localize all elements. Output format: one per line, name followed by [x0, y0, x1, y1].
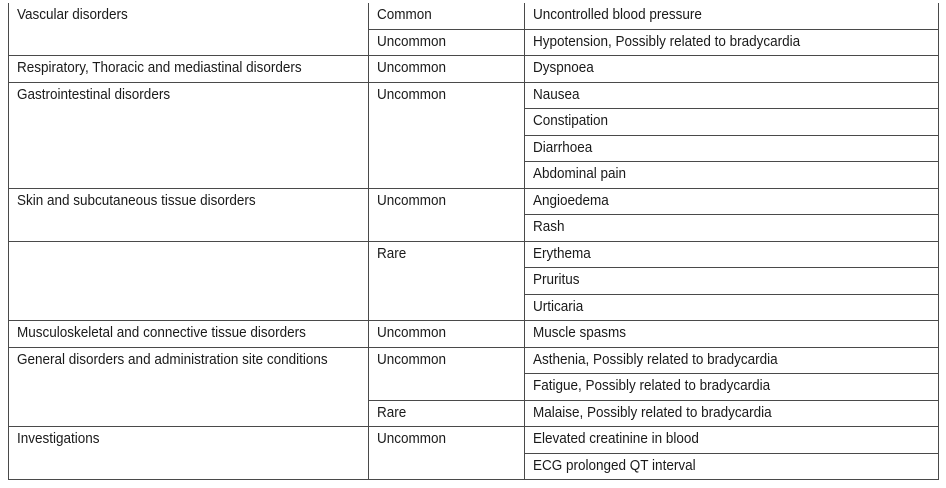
frequency-cell: Rare — [369, 241, 525, 321]
reaction-cell: Nausea — [525, 82, 939, 109]
frequency-cell: Uncommon — [369, 82, 525, 188]
frequency-cell: Uncommon — [369, 29, 525, 56]
frequency-cell: Uncommon — [369, 427, 525, 480]
system-organ-class-cell: General disorders and administration site conditions — [9, 347, 369, 427]
table-row — [9, 321, 939, 348]
reaction-cell: Urticaria — [525, 294, 939, 321]
system-organ-class-cell: Respiratory, Thoracic and mediastinal disorders — [9, 56, 369, 83]
table-row — [9, 82, 939, 109]
reaction-cell: Uncontrolled blood pressure — [525, 3, 939, 29]
system-organ-class-cell: Investigations — [9, 427, 369, 480]
reaction-cell: Abdominal pain — [525, 162, 939, 189]
reaction-cell: Dyspnoea — [525, 56, 939, 83]
table-row — [9, 188, 939, 215]
frequency-cell: Uncommon — [369, 347, 525, 400]
frequency-cell: Uncommon — [369, 56, 525, 83]
table-row — [9, 427, 939, 454]
table-row — [9, 3, 939, 29]
reaction-cell: Diarrhoea — [525, 135, 939, 162]
frequency-cell: Rare — [369, 400, 525, 427]
frequency-cell: Uncommon — [369, 188, 525, 241]
reaction-cell: Erythema — [525, 241, 939, 268]
reaction-cell: Asthenia, Possibly related to bradycardia — [525, 347, 939, 374]
table-row — [9, 347, 939, 374]
reaction-cell: Angioedema — [525, 188, 939, 215]
system-organ-class-cell: Skin and subcutaneous tissue disorders — [9, 188, 369, 241]
reaction-cell: Rash — [525, 215, 939, 242]
frequency-cell: Common — [369, 3, 525, 29]
table-row — [9, 241, 939, 268]
system-organ-class-cell: Musculoskeletal and connective tissue disorders — [9, 321, 369, 348]
reaction-cell: Elevated creatinine in blood — [525, 427, 939, 454]
adverse-reactions-table — [8, 3, 939, 480]
reaction-cell: Hypotension, Possibly related to bradycardia — [525, 29, 939, 56]
reaction-cell: Fatigue, Possibly related to bradycardia — [525, 374, 939, 401]
reaction-cell: ECG prolonged QT interval — [525, 453, 939, 480]
frequency-cell: Uncommon — [369, 321, 525, 348]
system-organ-class-cell: Vascular disorders — [9, 3, 369, 56]
reaction-cell: Muscle spasms — [525, 321, 939, 348]
system-organ-class-cell: Gastrointestinal disorders — [9, 82, 369, 188]
reaction-cell: Constipation — [525, 109, 939, 136]
system-organ-class-cell — [9, 241, 369, 321]
table-row — [9, 56, 939, 83]
reaction-cell: Malaise, Possibly related to bradycardia — [525, 400, 939, 427]
reaction-cell: Pruritus — [525, 268, 939, 295]
